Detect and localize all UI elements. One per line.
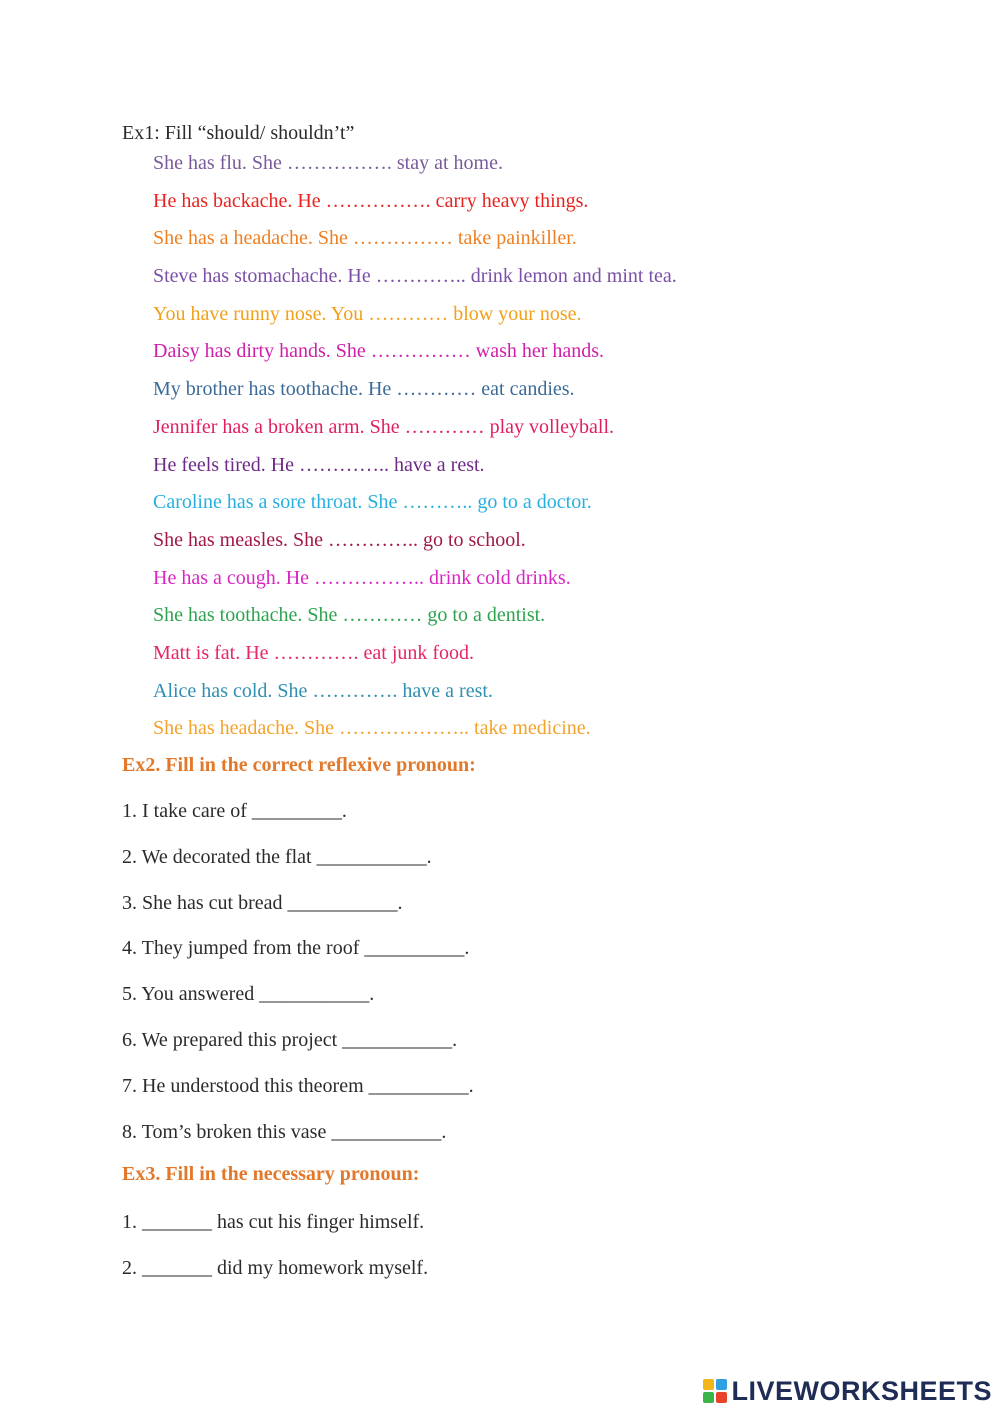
logo-mark-cell [703,1392,714,1403]
ex1-sentence: You have runny nose. You ………… blow your nose. [153,302,582,325]
ex3-item: 1. _______ has cut his finger himself. [122,1211,425,1233]
ex2-item: 1. I take care of _________. [122,800,347,822]
ex2-item: 4. They jumped from the roof __________. [122,937,470,960]
ex2-item: 7. He understood this theorem __________. [122,1074,474,1097]
ex3-title: Ex3. Fill in the necessary pronoun: [122,1163,420,1185]
ex2-item: 3. She has cut bread ___________. [122,891,403,914]
ex1-sentence: Caroline has a sore throat. She ……….. go to a doctor. [153,491,592,514]
ex1-sentence: Daisy has dirty hands. She …………… wash her hands. [153,340,605,363]
ex2-item: 5. You answered ___________. [122,983,375,1006]
logo-mark-cell [703,1379,714,1390]
ex3-item: 2. _______ did my homework myself. [122,1256,429,1279]
logo-mark-cell [716,1379,727,1390]
logo-mark-icon [703,1379,727,1403]
ex2-item: 8. Tom’s broken this vase ___________. [122,1120,447,1143]
ex1-sentence: He feels tired. He ………….. have a rest. [153,453,485,476]
logo-mark-cell [716,1392,727,1403]
ex1-sentence-list [153,150,677,753]
logo-text: LIVEWORKSHEETS [731,1375,992,1406]
ex1-sentence: Matt is fat. He …………. eat junk food. [153,641,475,664]
ex1-sentence: She has a headache. She …………… take painkiller. [153,227,577,250]
liveworksheets-logo [703,1375,992,1407]
ex2-item-list [122,798,474,1164]
ex1-sentence: She has headache. She ……………….. take medicine. [153,717,591,740]
ex2-item: 2. We decorated the flat ___________. [122,845,432,868]
ex1-sentence: He has a cough. He …………….. drink cold drinks. [153,566,571,589]
ex1-title: Ex1: Fill “should/ shouldn’t” [122,122,355,144]
ex1-sentence: Jennifer has a broken arm. She ………… play volleyball. [153,415,614,438]
ex1-sentence: She has toothache. She ………… go to a dentist. [153,604,546,627]
ex2-item: 6. We prepared this project ___________. [122,1028,458,1051]
ex1-sentence: Steve has stomachache. He ………….. drink lemon and mint tea. [153,265,677,288]
ex1-sentence: Alice has cold. She …………. have a rest. [153,679,493,702]
ex1-sentence: She has measles. She ………….. go to school. [153,528,526,551]
ex2-title: Ex2. Fill in the correct reflexive pronoun: [122,754,476,776]
ex1-sentence: My brother has toothache. He ………… eat candies. [153,378,575,401]
ex1-sentence: He has backache. He ……………. carry heavy things. [153,189,589,212]
ex3-item-list [122,1209,428,1301]
ex1-sentence: She has flu. She ……………. stay at home. [153,152,503,174]
